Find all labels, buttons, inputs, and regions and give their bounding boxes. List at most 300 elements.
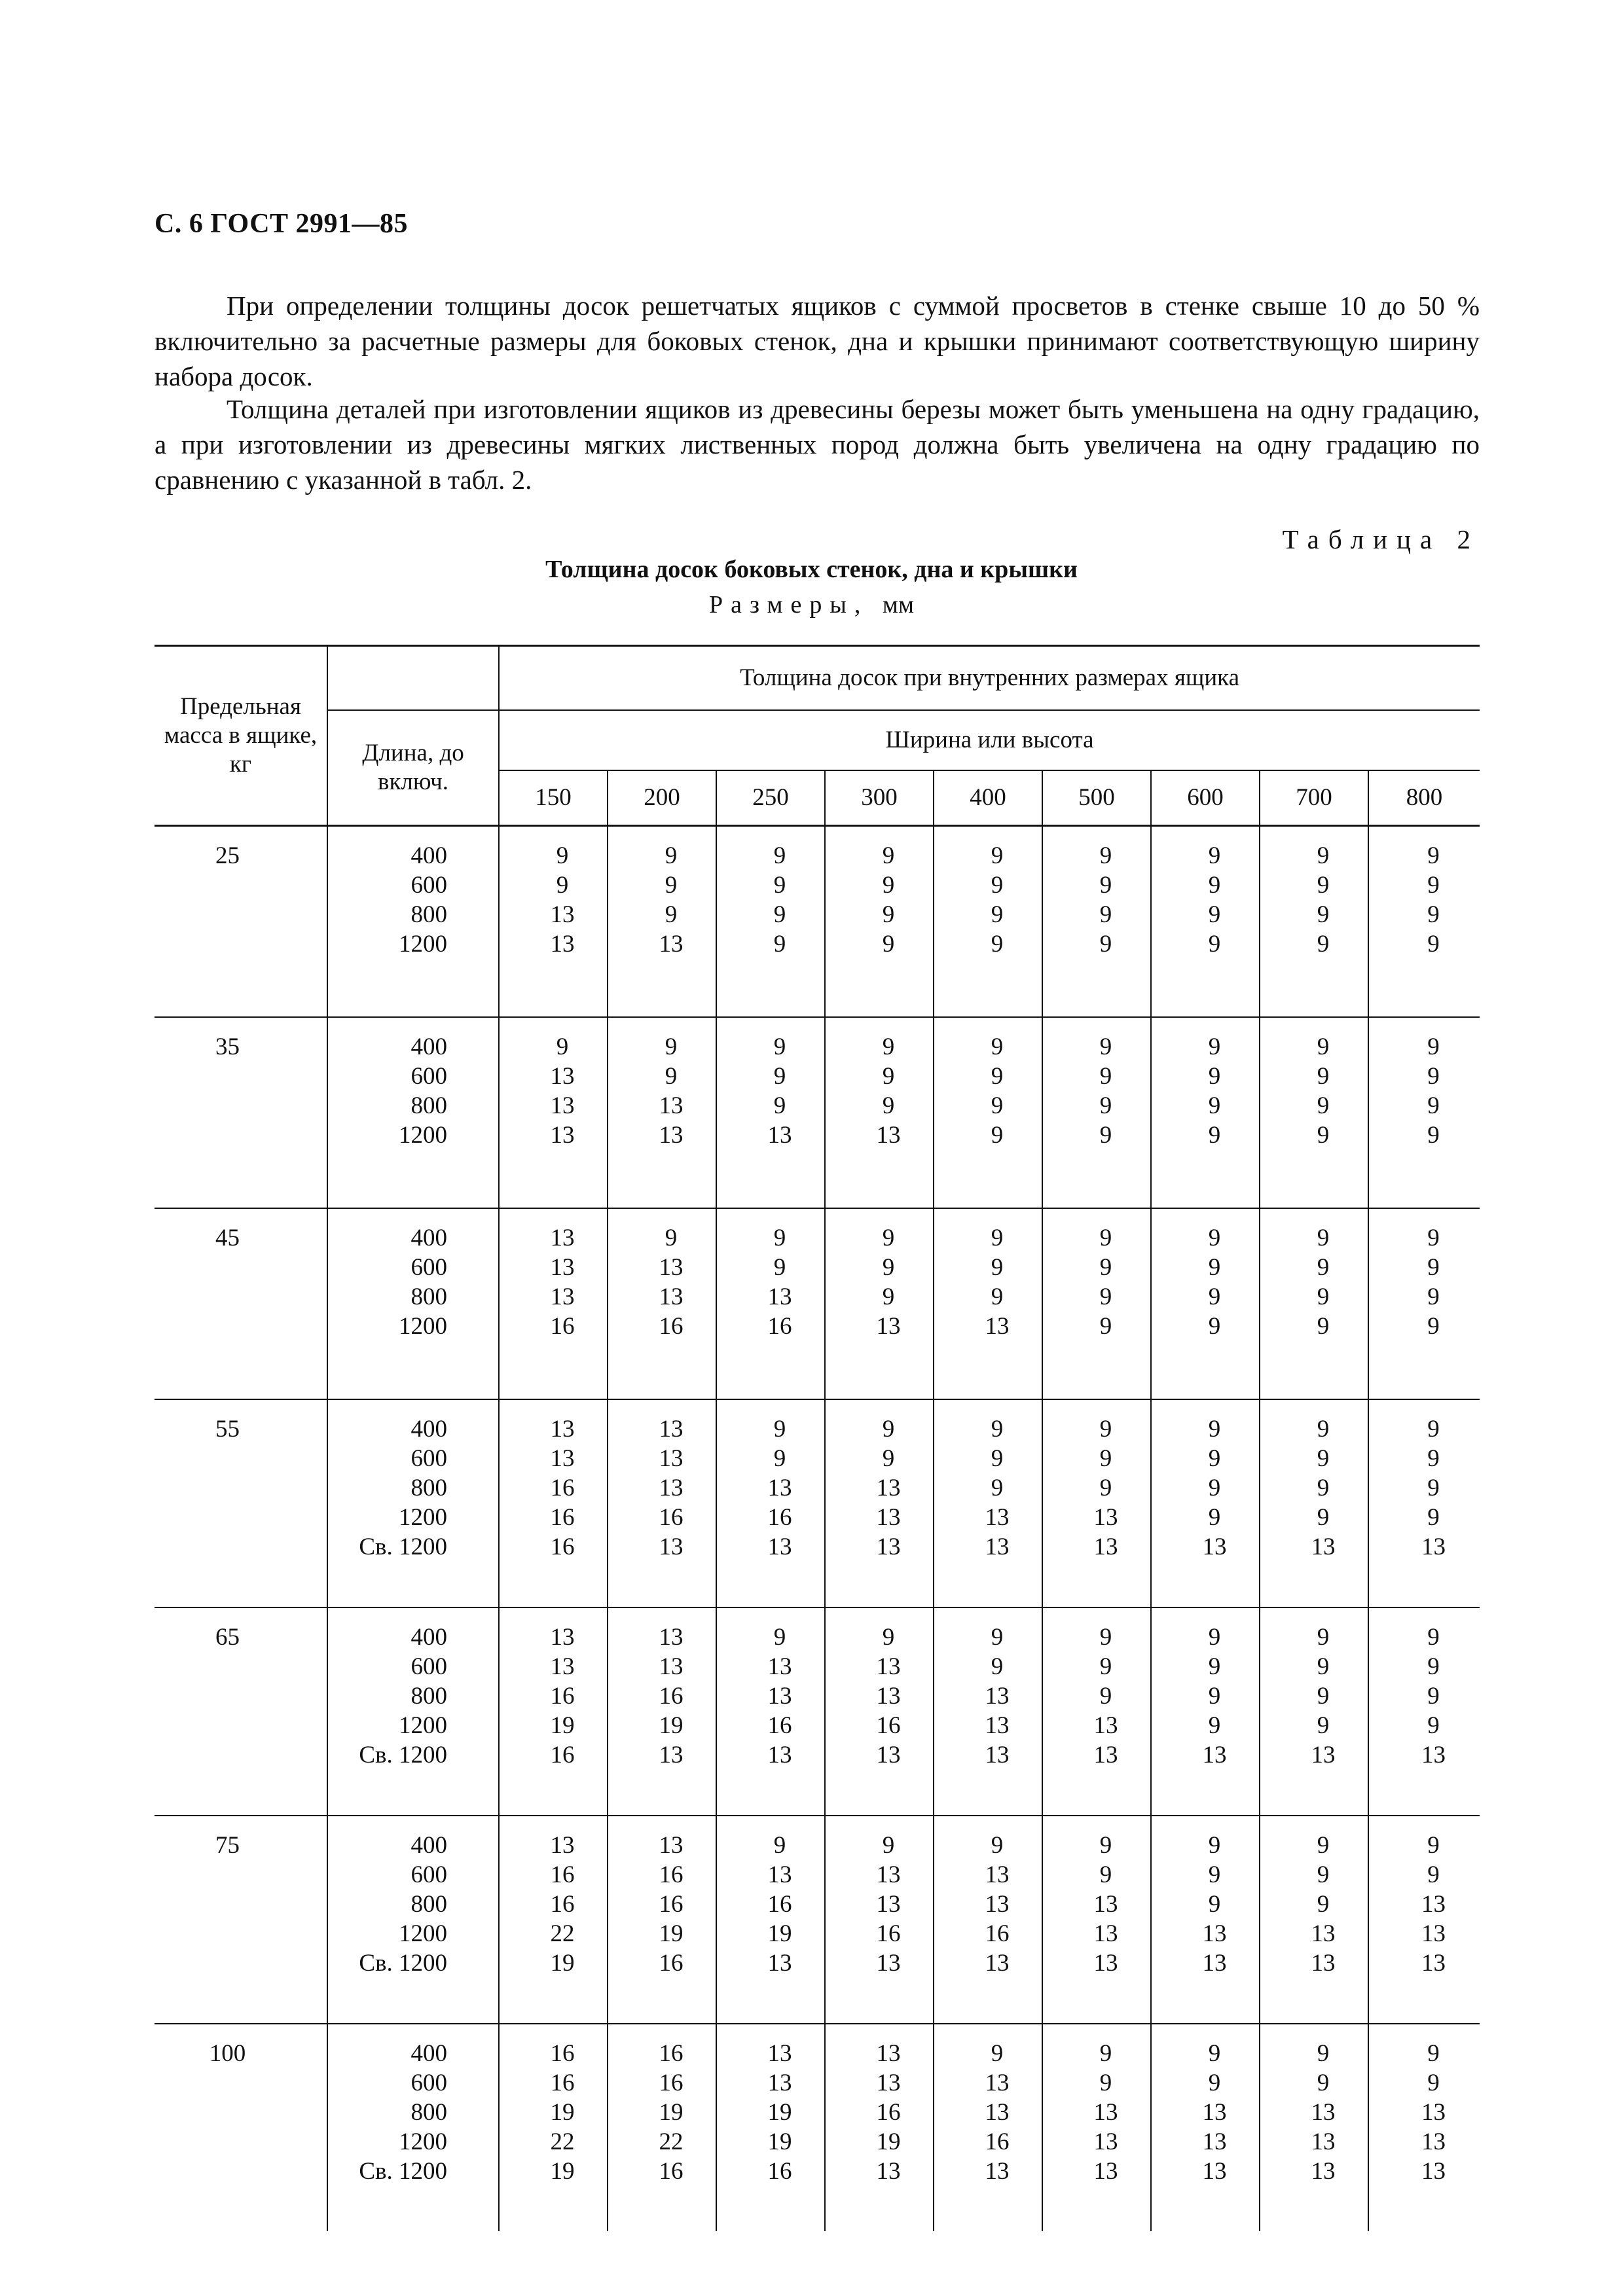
mass-cell: 75	[155, 1816, 327, 2024]
length-value: 400	[410, 842, 447, 869]
length-value: 400	[410, 1832, 447, 1859]
thickness-cell	[1042, 826, 1151, 1018]
thickness-value: 9	[1317, 901, 1330, 928]
thickness-value: 16	[767, 1891, 792, 1918]
thickness-value: 9	[882, 1283, 895, 1310]
thickness-value: 13	[876, 1504, 901, 1531]
thickness-cell	[1151, 1017, 1260, 1208]
thickness-value: 9	[1317, 1712, 1330, 1739]
paragraph-1: При определении толщины досок решетчатых ящиков с суммой просветов в стенке свыше 10 до 50 % включительно за расчетные размеры для боковых стенок, дна и крышки принимают соответствующую ширину набора досок.	[155, 291, 1480, 391]
thickness-cell	[608, 1208, 716, 1399]
length-cell	[327, 2024, 499, 2231]
thickness-value: 13	[550, 1254, 575, 1281]
table-row-group	[155, 1017, 1480, 1208]
thickness-value: 9	[556, 842, 569, 869]
thickness-value: 19	[550, 2099, 575, 2126]
header-width-2: 250	[716, 770, 825, 826]
header-width-5: 500	[1042, 770, 1151, 826]
thickness-value: 13	[1421, 1742, 1446, 1768]
table-row-group	[155, 826, 1480, 1018]
thickness-value: 13	[767, 1950, 792, 1977]
length-value: 800	[410, 1683, 447, 1710]
thickness-value: 16	[550, 1475, 575, 1501]
length-value: 1200	[399, 1313, 447, 1340]
thickness-value: 9	[991, 1063, 1004, 1090]
thickness-value: 13	[659, 1534, 684, 1560]
thickness-value: 9	[991, 931, 1004, 958]
thickness-value: 9	[1208, 1832, 1221, 1859]
header-thickness: Толщина досок при внутренних размерах ящика	[499, 646, 1480, 711]
thickness-cell	[716, 1816, 825, 2024]
thickness-value: 9	[882, 1092, 895, 1119]
thickness-value: 13	[985, 1313, 1010, 1340]
thickness-value: 13	[1093, 1534, 1118, 1560]
thickness-value: 13	[985, 1891, 1010, 1918]
header-width: Ширина или высота	[499, 710, 1480, 770]
thickness-value: 13	[1311, 1534, 1336, 1560]
thickness-cell	[1151, 1816, 1260, 2024]
table-row-group	[155, 1816, 1480, 2024]
thickness-value: 9	[1317, 1861, 1330, 1888]
thickness-value: 9	[882, 1624, 895, 1651]
thickness-value: 9	[1427, 1033, 1440, 1060]
thickness-value: 13	[659, 1254, 684, 1281]
thickness-value: 9	[1099, 1832, 1112, 1859]
thickness-value: 9	[1208, 2070, 1221, 2096]
thickness-value: 13	[550, 1416, 575, 1443]
thickness-value: 9	[1317, 1504, 1330, 1531]
thickness-cell	[1151, 1607, 1260, 1816]
thickness-value: 16	[767, 1712, 792, 1739]
thickness-value: 13	[550, 1122, 575, 1149]
thickness-value: 13	[876, 1534, 901, 1560]
thickness-cell	[934, 826, 1042, 1018]
thickness-value: 9	[1208, 1092, 1221, 1119]
thickness-value: 9	[1099, 1475, 1112, 1501]
length-value: 800	[410, 1891, 447, 1918]
thickness-value: 13	[876, 1742, 901, 1768]
thickness-value: 9	[1427, 1861, 1440, 1888]
thickness-value: 9	[1427, 1445, 1440, 1472]
thickness-value: 9	[1427, 2070, 1440, 2096]
thickness-value: 13	[659, 1283, 684, 1310]
table-units	[0, 590, 1623, 619]
thickness-value: 9	[773, 1063, 786, 1090]
thickness-value: 9	[1099, 842, 1112, 869]
thickness-value: 13	[1093, 1950, 1118, 1977]
thickness-value: 9	[1427, 1624, 1440, 1651]
thickness-value: 13	[767, 2040, 792, 2067]
thickness-value: 9	[991, 901, 1004, 928]
table-body	[155, 826, 1480, 2232]
thickness-value: 13	[1421, 2128, 1446, 2155]
thickness-value: 9	[991, 842, 1004, 869]
thickness-value: 9	[1208, 1254, 1221, 1281]
thickness-value: 9	[882, 1254, 895, 1281]
header-width-4: 400	[934, 770, 1042, 826]
thickness-value: 9	[1427, 931, 1440, 958]
thickness-value: 9	[1317, 1092, 1330, 1119]
thickness-value: 9	[1099, 872, 1112, 899]
length-value: 600	[410, 1861, 447, 1888]
thickness-value: 9	[1427, 1683, 1440, 1710]
table-row-group	[155, 2024, 1480, 2231]
thickness-value: 13	[1093, 1504, 1118, 1531]
thickness-value: 9	[1099, 1313, 1112, 1340]
thickness-value: 16	[876, 2099, 901, 2126]
length-value: 1200	[399, 1920, 447, 1947]
length-value: 800	[410, 1475, 447, 1501]
thickness-value: 13	[1093, 1742, 1118, 1768]
table-units-word: Размеры,	[708, 591, 869, 619]
thickness-value: 13	[876, 2158, 901, 2185]
thickness-value: 13	[1421, 2158, 1446, 2185]
header-length: Длина, до включ.	[327, 710, 499, 826]
thickness-value: 16	[767, 2158, 792, 2185]
thickness-value: 9	[1317, 931, 1330, 958]
length-value: 600	[410, 1254, 447, 1281]
thickness-cell	[1260, 2024, 1368, 2231]
thickness-table	[155, 645, 1480, 2231]
thickness-value: 16	[550, 1504, 575, 1531]
length-value: Св. 1200	[359, 1534, 447, 1560]
thickness-cell	[1368, 1017, 1480, 1208]
thickness-cell	[1260, 826, 1368, 1018]
thickness-cell	[1368, 1208, 1480, 1399]
thickness-value: 13	[767, 1653, 792, 1680]
thickness-value: 13	[659, 1122, 684, 1149]
thickness-value: 9	[1208, 1416, 1221, 1443]
length-value: Св. 1200	[359, 1950, 447, 1977]
thickness-value: 9	[1427, 2040, 1440, 2067]
thickness-value: 13	[550, 931, 575, 958]
thickness-value: 9	[1208, 1475, 1221, 1501]
thickness-value: 13	[1202, 2099, 1227, 2126]
thickness-value: 9	[1099, 1624, 1112, 1651]
thickness-value: 13	[767, 1683, 792, 1710]
thickness-value: 16	[767, 1504, 792, 1531]
thickness-cell	[825, 1607, 934, 1816]
thickness-value: 9	[1317, 1254, 1330, 1281]
thickness-cell	[934, 1399, 1042, 1607]
thickness-value: 16	[659, 1950, 684, 1977]
thickness-value: 9	[1427, 1475, 1440, 1501]
length-value: 600	[410, 2070, 447, 2096]
length-cell	[327, 826, 499, 1018]
mass-cell: 25	[155, 826, 327, 1018]
thickness-value: 9	[882, 1416, 895, 1443]
thickness-value: 16	[550, 1313, 575, 1340]
thickness-value: 9	[1317, 2070, 1330, 2096]
thickness-value: 13	[550, 1225, 575, 1251]
thickness-value: 9	[1317, 1283, 1330, 1310]
thickness-value: 13	[659, 931, 684, 958]
thickness-cell	[499, 826, 608, 1018]
thickness-value: 9	[773, 1254, 786, 1281]
thickness-value: 13	[659, 1475, 684, 1501]
thickness-value: 9	[773, 931, 786, 958]
thickness-value: 9	[1427, 1832, 1440, 1859]
thickness-value: 13	[1421, 1534, 1446, 1560]
thickness-value: 19	[876, 2128, 901, 2155]
thickness-value: 13	[767, 1475, 792, 1501]
thickness-value: 9	[665, 1063, 678, 1090]
thickness-value: 9	[1317, 872, 1330, 899]
thickness-value: 19	[550, 1950, 575, 1977]
thickness-value: 9	[1208, 1445, 1221, 1472]
thickness-cell	[499, 1208, 608, 1399]
thickness-value: 9	[1317, 1225, 1330, 1251]
thickness-value: 9	[773, 1092, 786, 1119]
header-mass: Предельная масса в ящике, кг	[155, 646, 327, 826]
thickness-value: 19	[767, 2128, 792, 2155]
thickness-value: 9	[882, 1225, 895, 1251]
thickness-value: 9	[991, 1475, 1004, 1501]
thickness-value: 16	[550, 1683, 575, 1710]
thickness-value: 9	[991, 1832, 1004, 1859]
length-value: 1200	[399, 1504, 447, 1531]
thickness-cell	[1042, 1399, 1151, 1607]
thickness-value: 9	[991, 872, 1004, 899]
thickness-cell	[716, 2024, 825, 2231]
thickness-value: 16	[550, 1891, 575, 1918]
thickness-value: 13	[550, 1092, 575, 1119]
thickness-cell	[608, 1017, 716, 1208]
thickness-value: 9	[773, 1445, 786, 1472]
thickness-cell	[1042, 1816, 1151, 2024]
thickness-value: 13	[1202, 1534, 1227, 1560]
thickness-cell	[934, 2024, 1042, 2231]
thickness-value: 9	[1099, 1653, 1112, 1680]
thickness-cell	[1260, 1017, 1368, 1208]
thickness-value: 9	[1208, 1063, 1221, 1090]
thickness-value: 9	[1099, 1683, 1112, 1710]
thickness-value: 19	[659, 1712, 684, 1739]
thickness-value: 9	[1099, 1445, 1112, 1472]
header-width-7: 700	[1260, 770, 1368, 826]
thickness-value: 16	[876, 1920, 901, 1947]
length-value: 800	[410, 2099, 447, 2126]
thickness-cell	[825, 1017, 934, 1208]
length-value: 1200	[399, 1712, 447, 1739]
thickness-value: 9	[1427, 1712, 1440, 1739]
thickness-value: 9	[1208, 1504, 1221, 1531]
thickness-value: 9	[1427, 1313, 1440, 1340]
thickness-value: 9	[882, 931, 895, 958]
paragraph-2: Толщина деталей при изготовлении ящиков из древесины березы может быть уменьшена на одну градацию, а при изготовлении из древесины мягких лиственных пород должна быть увеличена на одну градацию по сравнению с указанной в табл. 2.	[155, 394, 1480, 495]
thickness-value: 13	[767, 1283, 792, 1310]
thickness-value: 9	[1427, 1504, 1440, 1531]
thickness-cell	[825, 826, 934, 1018]
header-width-6: 600	[1151, 770, 1260, 826]
thickness-value: 9	[991, 1445, 1004, 1472]
thickness-value: 13	[876, 1950, 901, 1977]
thickness-value: 13	[985, 1683, 1010, 1710]
header-width-0: 150	[499, 770, 608, 826]
thickness-value: 9	[1208, 842, 1221, 869]
thickness-cell	[1151, 826, 1260, 1018]
thickness-value: 9	[1317, 1063, 1330, 1090]
thickness-value: 9	[1317, 1683, 1330, 1710]
thickness-value: 13	[767, 1534, 792, 1560]
thickness-value: 9	[1317, 1416, 1330, 1443]
thickness-value: 9	[1208, 1624, 1221, 1651]
mass-cell: 65	[155, 1607, 327, 1816]
page-header: С. 6 ГОСТ 2991—85	[155, 209, 409, 239]
thickness-value: 16	[550, 1742, 575, 1768]
thickness-value: 9	[1099, 1063, 1112, 1090]
thickness-value: 9	[556, 872, 569, 899]
thickness-value: 13	[1311, 1920, 1336, 1947]
thickness-value: 16	[876, 1712, 901, 1739]
thickness-value: 9	[882, 901, 895, 928]
thickness-value: 9	[1099, 2070, 1112, 2096]
thickness-cell	[1042, 2024, 1151, 2231]
thickness-value: 9	[1427, 1653, 1440, 1680]
thickness-cell	[1368, 1399, 1480, 1607]
table-units-mm: мм	[882, 591, 914, 619]
thickness-value: 9	[991, 2040, 1004, 2067]
thickness-value: 9	[882, 1063, 895, 1090]
thickness-value: 16	[550, 1861, 575, 1888]
thickness-cell	[1260, 1607, 1368, 1816]
thickness-value: 9	[882, 1033, 895, 1060]
thickness-value: 13	[1202, 1950, 1227, 1977]
thickness-value: 13	[659, 1092, 684, 1119]
thickness-value: 9	[665, 1225, 678, 1251]
thickness-value: 9	[1317, 1313, 1330, 1340]
length-value: 1200	[399, 1122, 447, 1149]
thickness-cell	[1151, 1399, 1260, 1607]
thickness-value: 9	[1427, 1416, 1440, 1443]
thickness-value: 9	[1099, 1861, 1112, 1888]
thickness-value: 16	[659, 1861, 684, 1888]
thickness-value: 13	[1093, 2099, 1118, 2126]
thickness-value: 13	[550, 1445, 575, 1472]
thickness-value: 13	[876, 1653, 901, 1680]
thickness-value: 13	[550, 901, 575, 928]
thickness-value: 13	[876, 1891, 901, 1918]
thickness-value: 16	[659, 1891, 684, 1918]
thickness-value: 9	[1317, 1475, 1330, 1501]
thickness-value: 9	[773, 901, 786, 928]
thickness-value: 9	[773, 1624, 786, 1651]
thickness-cell	[1042, 1607, 1151, 1816]
thickness-value: 13	[1202, 2158, 1227, 2185]
thickness-value: 13	[1421, 1950, 1446, 1977]
length-value: 800	[410, 1092, 447, 1119]
thickness-value: 13	[659, 1742, 684, 1768]
header-length-spacer	[327, 646, 499, 711]
thickness-value: 13	[876, 2040, 901, 2067]
thickness-value: 9	[1208, 1225, 1221, 1251]
thickness-value: 16	[985, 2128, 1010, 2155]
thickness-value: 9	[882, 1832, 895, 1859]
thickness-value: 16	[550, 1534, 575, 1560]
thickness-value: 13	[1311, 2099, 1336, 2126]
thickness-cell	[716, 1399, 825, 1607]
thickness-value: 9	[1099, 1122, 1112, 1149]
thickness-cell	[716, 1607, 825, 1816]
thickness-cell	[608, 826, 716, 1018]
table-label: Таблица 2	[1282, 524, 1480, 554]
thickness-value: 9	[991, 1033, 1004, 1060]
thickness-value: 9	[1208, 901, 1221, 928]
thickness-value: 9	[1317, 1891, 1330, 1918]
thickness-cell	[608, 1607, 716, 1816]
thickness-value: 9	[1099, 901, 1112, 928]
length-cell	[327, 1399, 499, 1607]
thickness-value: 9	[1208, 1653, 1221, 1680]
thickness-value: 9	[556, 1033, 569, 1060]
thickness-cell	[825, 2024, 934, 2231]
thickness-value: 9	[773, 872, 786, 899]
thickness-value: 9	[773, 1832, 786, 1859]
header-width-3: 300	[825, 770, 934, 826]
length-cell	[327, 1017, 499, 1208]
length-value: 400	[410, 2040, 447, 2067]
thickness-value: 16	[659, 2070, 684, 2096]
thickness-cell	[1368, 1607, 1480, 1816]
thickness-cell	[716, 826, 825, 1018]
thickness-value: 19	[767, 1920, 792, 1947]
thickness-value: 9	[882, 842, 895, 869]
thickness-value: 9	[1317, 842, 1330, 869]
thickness-cell	[608, 1816, 716, 2024]
thickness-cell	[1151, 2024, 1260, 2231]
thickness-value: 13	[550, 1283, 575, 1310]
thickness-value: 9	[665, 842, 678, 869]
length-value: Св. 1200	[359, 1742, 447, 1768]
thickness-value: 13	[876, 2070, 901, 2096]
thickness-value: 9	[991, 1624, 1004, 1651]
table-title: Толщина досок боковых стенок, дна и крышки	[545, 556, 1078, 583]
thickness-cell	[1260, 1208, 1368, 1399]
thickness-value: 22	[659, 2128, 684, 2155]
thickness-value: 16	[659, 1313, 684, 1340]
thickness-value: 16	[659, 1504, 684, 1531]
thickness-value: 13	[985, 1712, 1010, 1739]
thickness-value: 13	[767, 1742, 792, 1768]
thickness-value: 13	[985, 1742, 1010, 1768]
thickness-value: 9	[991, 1092, 1004, 1119]
thickness-cell	[716, 1017, 825, 1208]
mass-cell: 35	[155, 1017, 327, 1208]
length-value: 400	[410, 1416, 447, 1443]
thickness-value: 9	[1099, 1225, 1112, 1251]
thickness-value: 13	[985, 2158, 1010, 2185]
thickness-value: 13	[550, 1653, 575, 1680]
length-cell	[327, 1208, 499, 1399]
thickness-value: 13	[1311, 2128, 1336, 2155]
thickness-value: 13	[1093, 2128, 1118, 2155]
table-row-group	[155, 1607, 1480, 1816]
thickness-value: 13	[1202, 2128, 1227, 2155]
table-row-group	[155, 1399, 1480, 1607]
thickness-value: 9	[773, 1225, 786, 1251]
length-value: 600	[410, 872, 447, 899]
thickness-value: 13	[985, 1861, 1010, 1888]
thickness-value: 9	[1317, 1122, 1330, 1149]
thickness-value: 13	[1421, 1891, 1446, 1918]
thickness-value: 13	[1311, 1742, 1336, 1768]
thickness-value: 13	[767, 1122, 792, 1149]
length-value: 1200	[399, 2128, 447, 2155]
thickness-value: 9	[1208, 1891, 1221, 1918]
thickness-cell	[825, 1399, 934, 1607]
thickness-value: 16	[659, 2040, 684, 2067]
length-cell	[327, 1816, 499, 2024]
